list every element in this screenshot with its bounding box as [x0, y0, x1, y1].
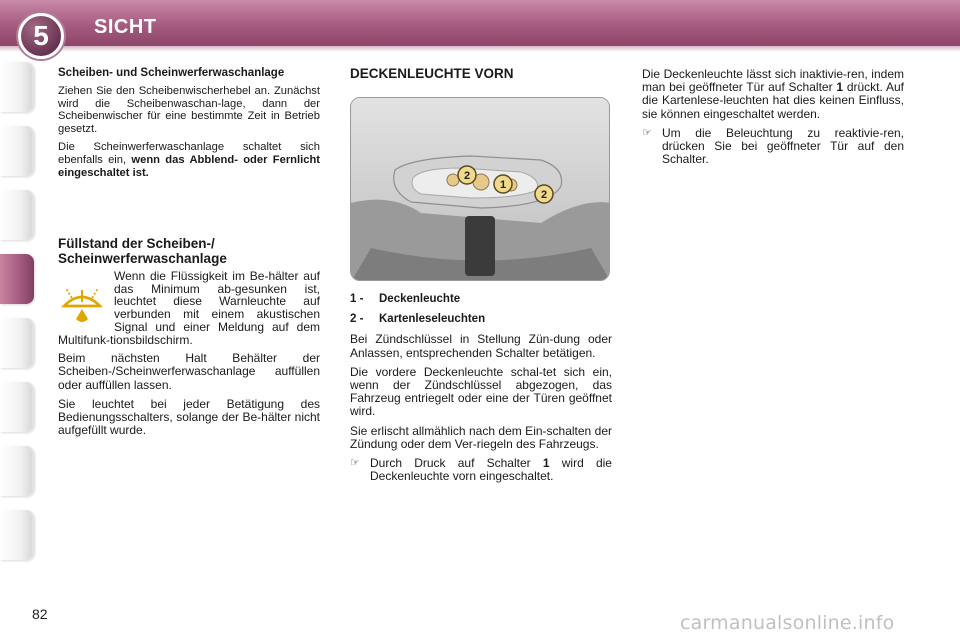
washer-fluid-warning-icon: [58, 276, 108, 328]
chapter-tab-1[interactable]: [0, 62, 34, 112]
chapter-tab-3[interactable]: [0, 190, 34, 240]
chapter-title: SICHT: [94, 16, 157, 38]
photo-label-1: 1: [499, 179, 507, 191]
deactivation-section: [642, 68, 904, 166]
fluid-level-heading: Füllstand der Scheiben-/ Scheinwerferwaschanlage: [58, 236, 227, 266]
reactivation-bullet: [642, 127, 904, 167]
interior-light-bullet: [350, 457, 612, 483]
header-shadow: [0, 46, 960, 52]
interior-light-text: [350, 293, 612, 483]
photo-label-left-2: 2: [463, 170, 471, 182]
bullet-text-end: wird die Deckenleuchte vorn eingeschaltet.: [370, 456, 612, 484]
page-number: 82: [32, 606, 48, 622]
interior-light-paragraph-1: Bei Zündschlüssel in Stellung Zün-dung oder Anlassen, entsprechenden Schalter betätigen.: [350, 332, 612, 360]
washer-heading: Scheiben- und Scheinwerferwaschanlage: [58, 67, 285, 79]
pointing-hand-icon: ☞: [642, 126, 652, 139]
legend-item-2: [350, 313, 612, 326]
chapter-tab-5-active[interactable]: [0, 254, 34, 304]
deactivation-text-start: Die Deckenleuchte lässt sich inaktivie-ren, indem man bei geöffneter Tür auf Schalter: [642, 67, 904, 95]
chapter-number: 5: [33, 20, 49, 51]
fluid-level-paragraph-1: Wenn die Flüssigkeit im Be-hälter auf das Minimum ab-gesunken ist, leuchtet diese Warnleuchte auf verbunden mit einem akustischen Signal und einer Meldung auf dem Multifunk-tionsbildschirm.: [58, 269, 320, 347]
fluid-level-section: [58, 236, 320, 443]
chapter-tab-7[interactable]: [0, 382, 34, 432]
washer-section: [58, 67, 320, 185]
washer-paragraph-2-bold: wenn das Abblend- oder Fernlicht eingeschaltet ist.: [58, 153, 321, 179]
legend-label: Deckenleuchte: [379, 293, 461, 305]
deactivation-paragraph: [642, 68, 904, 121]
interior-light-bullet-text: [370, 457, 612, 483]
interior-light-paragraph-3: Sie erlischt allmählich nach dem Ein-schalten der Zündung oder dem Ver-riegeln des Fahrzeugs.: [350, 423, 612, 451]
bullet-text-start: Durch Druck auf Schalter: [370, 456, 531, 471]
interior-light-photo: [350, 97, 610, 281]
deactivation-switch-number: 1: [836, 80, 844, 95]
bullet-switch-number: 1: [542, 456, 550, 471]
interior-light-heading: DECKENLEUCHTE VORN: [350, 66, 514, 81]
interior-light-section: [350, 66, 612, 81]
legend-number: 2 -: [350, 313, 364, 326]
chapter-tab-8[interactable]: [0, 446, 34, 496]
interior-light-paragraph-2: Die vordere Deckenleuchte schal-tet sich ein, wenn der Zündschlüssel abgezogen, das Fahrzeug entriegelt oder eine der Türen geöffnet wird.: [350, 364, 612, 419]
washer-paragraph-1: Ziehen Sie den Scheibenwischerhebel an. Zunächst wird die Scheibenwaschan-lage, dann der Scheibenwischer für eine bestimmte Zeit in Betrieb gesetzt.: [58, 85, 320, 135]
chapter-number-badge: [18, 13, 64, 59]
washer-paragraph-2: [58, 141, 320, 179]
deactivation-text-end: drückt. Auf die Kartenlese-leuchten hat dies keinen Einfluss, sie können eingeschaltet werden.: [642, 80, 904, 121]
chapter-tab-2[interactable]: [0, 126, 34, 176]
fluid-level-paragraph-2: Beim nächsten Halt Behälter der Scheiben-/Scheinwerferwaschanlage auffüllen oder auffüllen lassen.: [58, 351, 320, 392]
watermark: carmanualsonline.info: [680, 612, 895, 634]
chapter-tab-9[interactable]: [0, 510, 34, 560]
fluid-level-paragraph-3: Sie leuchtet bei jeder Betätigung des Bedienungsschalters, solange der Be-hälter nicht aufgefüllt wurde.: [58, 396, 320, 438]
chapter-tab-strip: [0, 62, 34, 574]
reactivation-bullet-text: Um die Beleuchtung zu reaktivie-ren, drücken Sie bei geöffneter Tür auf den Schalter.: [662, 125, 904, 167]
legend-label: Kartenleseleuchten: [379, 313, 486, 326]
photo-label-right-2: 2: [540, 189, 548, 201]
chapter-tab-6[interactable]: [0, 318, 34, 368]
washer-paragraph-2-text: Die Scheinwerferwaschanlage schaltet sich ebenfalls ein,: [58, 141, 320, 166]
legend-number: 1 -: [350, 293, 364, 305]
legend-item-1: [350, 293, 612, 306]
pointing-hand-icon: ☞: [350, 457, 360, 470]
